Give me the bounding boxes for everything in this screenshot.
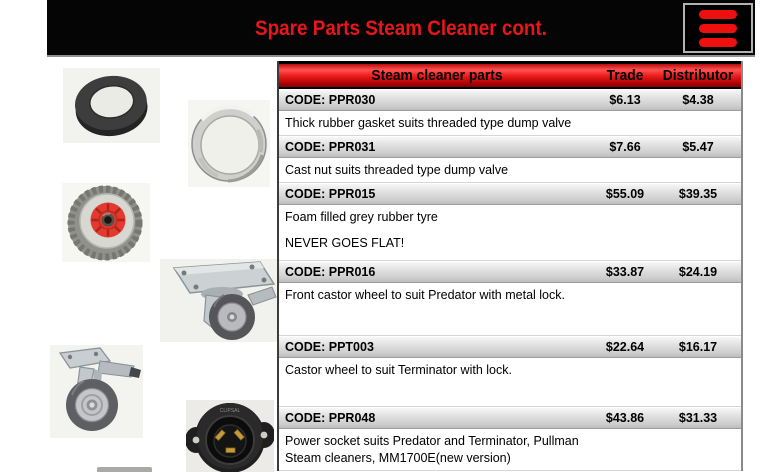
trade-price: $6.13 bbox=[609, 93, 641, 107]
table-row-code bbox=[279, 89, 741, 111]
table-row-description bbox=[279, 111, 741, 136]
part-description: Front castor wheel to suit Predator with metal lock. bbox=[285, 288, 565, 302]
trade-price: $43.86 bbox=[605, 411, 645, 425]
table-row-code bbox=[279, 336, 741, 358]
part-description: Cast nut suits threaded type dump valve bbox=[285, 163, 509, 177]
table-row-description bbox=[279, 358, 741, 407]
table-row-description bbox=[279, 205, 741, 261]
distributor-price: $4.38 bbox=[682, 93, 714, 107]
table-row-code bbox=[279, 407, 741, 429]
parts-price-table bbox=[277, 61, 743, 471]
photo-foam-tyre bbox=[62, 183, 150, 262]
part-code: CODE: PPR016 bbox=[285, 265, 376, 279]
part-code: CODE: PPR015 bbox=[285, 187, 376, 201]
table-header-row bbox=[279, 61, 741, 89]
hamburger-icon bbox=[699, 24, 737, 33]
part-description: NEVER GOES FLAT! bbox=[285, 235, 405, 250]
svg-text:CLIPSAL: CLIPSAL bbox=[219, 408, 241, 414]
distributor-price: $31.33 bbox=[678, 411, 718, 425]
distributor-price: $16.17 bbox=[678, 340, 718, 354]
photo-next-part-sliver bbox=[97, 467, 152, 472]
part-description: Steam cleaners, MM1700E(new version) bbox=[285, 450, 511, 465]
table-row-description bbox=[279, 283, 741, 336]
photo-cast-nut bbox=[188, 100, 270, 187]
top-bar bbox=[47, 0, 755, 57]
part-description: Power socket suits Predator and Terminator, Pullman bbox=[285, 434, 579, 448]
part-description: Foam filled grey rubber tyre bbox=[285, 210, 438, 224]
distributor-price: $5.47 bbox=[682, 140, 714, 154]
column-header-distributor: Distributor bbox=[662, 67, 734, 84]
part-description: Thick rubber gasket suits threaded type dump valve bbox=[285, 116, 572, 130]
page-title: Spare Parts Steam Cleaner cont. bbox=[254, 17, 548, 40]
part-code: CODE: PPR048 bbox=[285, 411, 376, 425]
distributor-price: $24.19 bbox=[678, 265, 718, 279]
column-header-trade: Trade bbox=[606, 67, 644, 84]
trade-price: $7.66 bbox=[609, 140, 641, 154]
hamburger-icon bbox=[699, 10, 737, 19]
column-header-parts: Steam cleaner parts bbox=[371, 67, 503, 84]
photo-castor-lock bbox=[50, 345, 143, 438]
part-description: Castor wheel to suit Terminator with lock. bbox=[285, 363, 512, 377]
menu-button[interactable] bbox=[683, 3, 753, 53]
table-row-code bbox=[279, 183, 741, 205]
part-code: CODE: PPR031 bbox=[285, 140, 376, 154]
trade-price: $22.64 bbox=[605, 340, 645, 354]
photo-front-castor bbox=[160, 259, 278, 342]
photo-power-socket bbox=[186, 400, 274, 472]
distributor-price: $39.35 bbox=[678, 187, 718, 201]
table-row-code bbox=[279, 136, 741, 158]
table-row-description bbox=[279, 158, 741, 183]
trade-price: $55.09 bbox=[605, 187, 645, 201]
table-row-description bbox=[279, 429, 741, 471]
hamburger-icon bbox=[699, 38, 737, 47]
photo-rubber-gasket bbox=[63, 68, 160, 143]
part-code: CODE: PPR030 bbox=[285, 93, 376, 107]
table-row-code bbox=[279, 261, 741, 283]
trade-price: $33.87 bbox=[605, 265, 645, 279]
part-code: CODE: PPT003 bbox=[285, 340, 374, 354]
